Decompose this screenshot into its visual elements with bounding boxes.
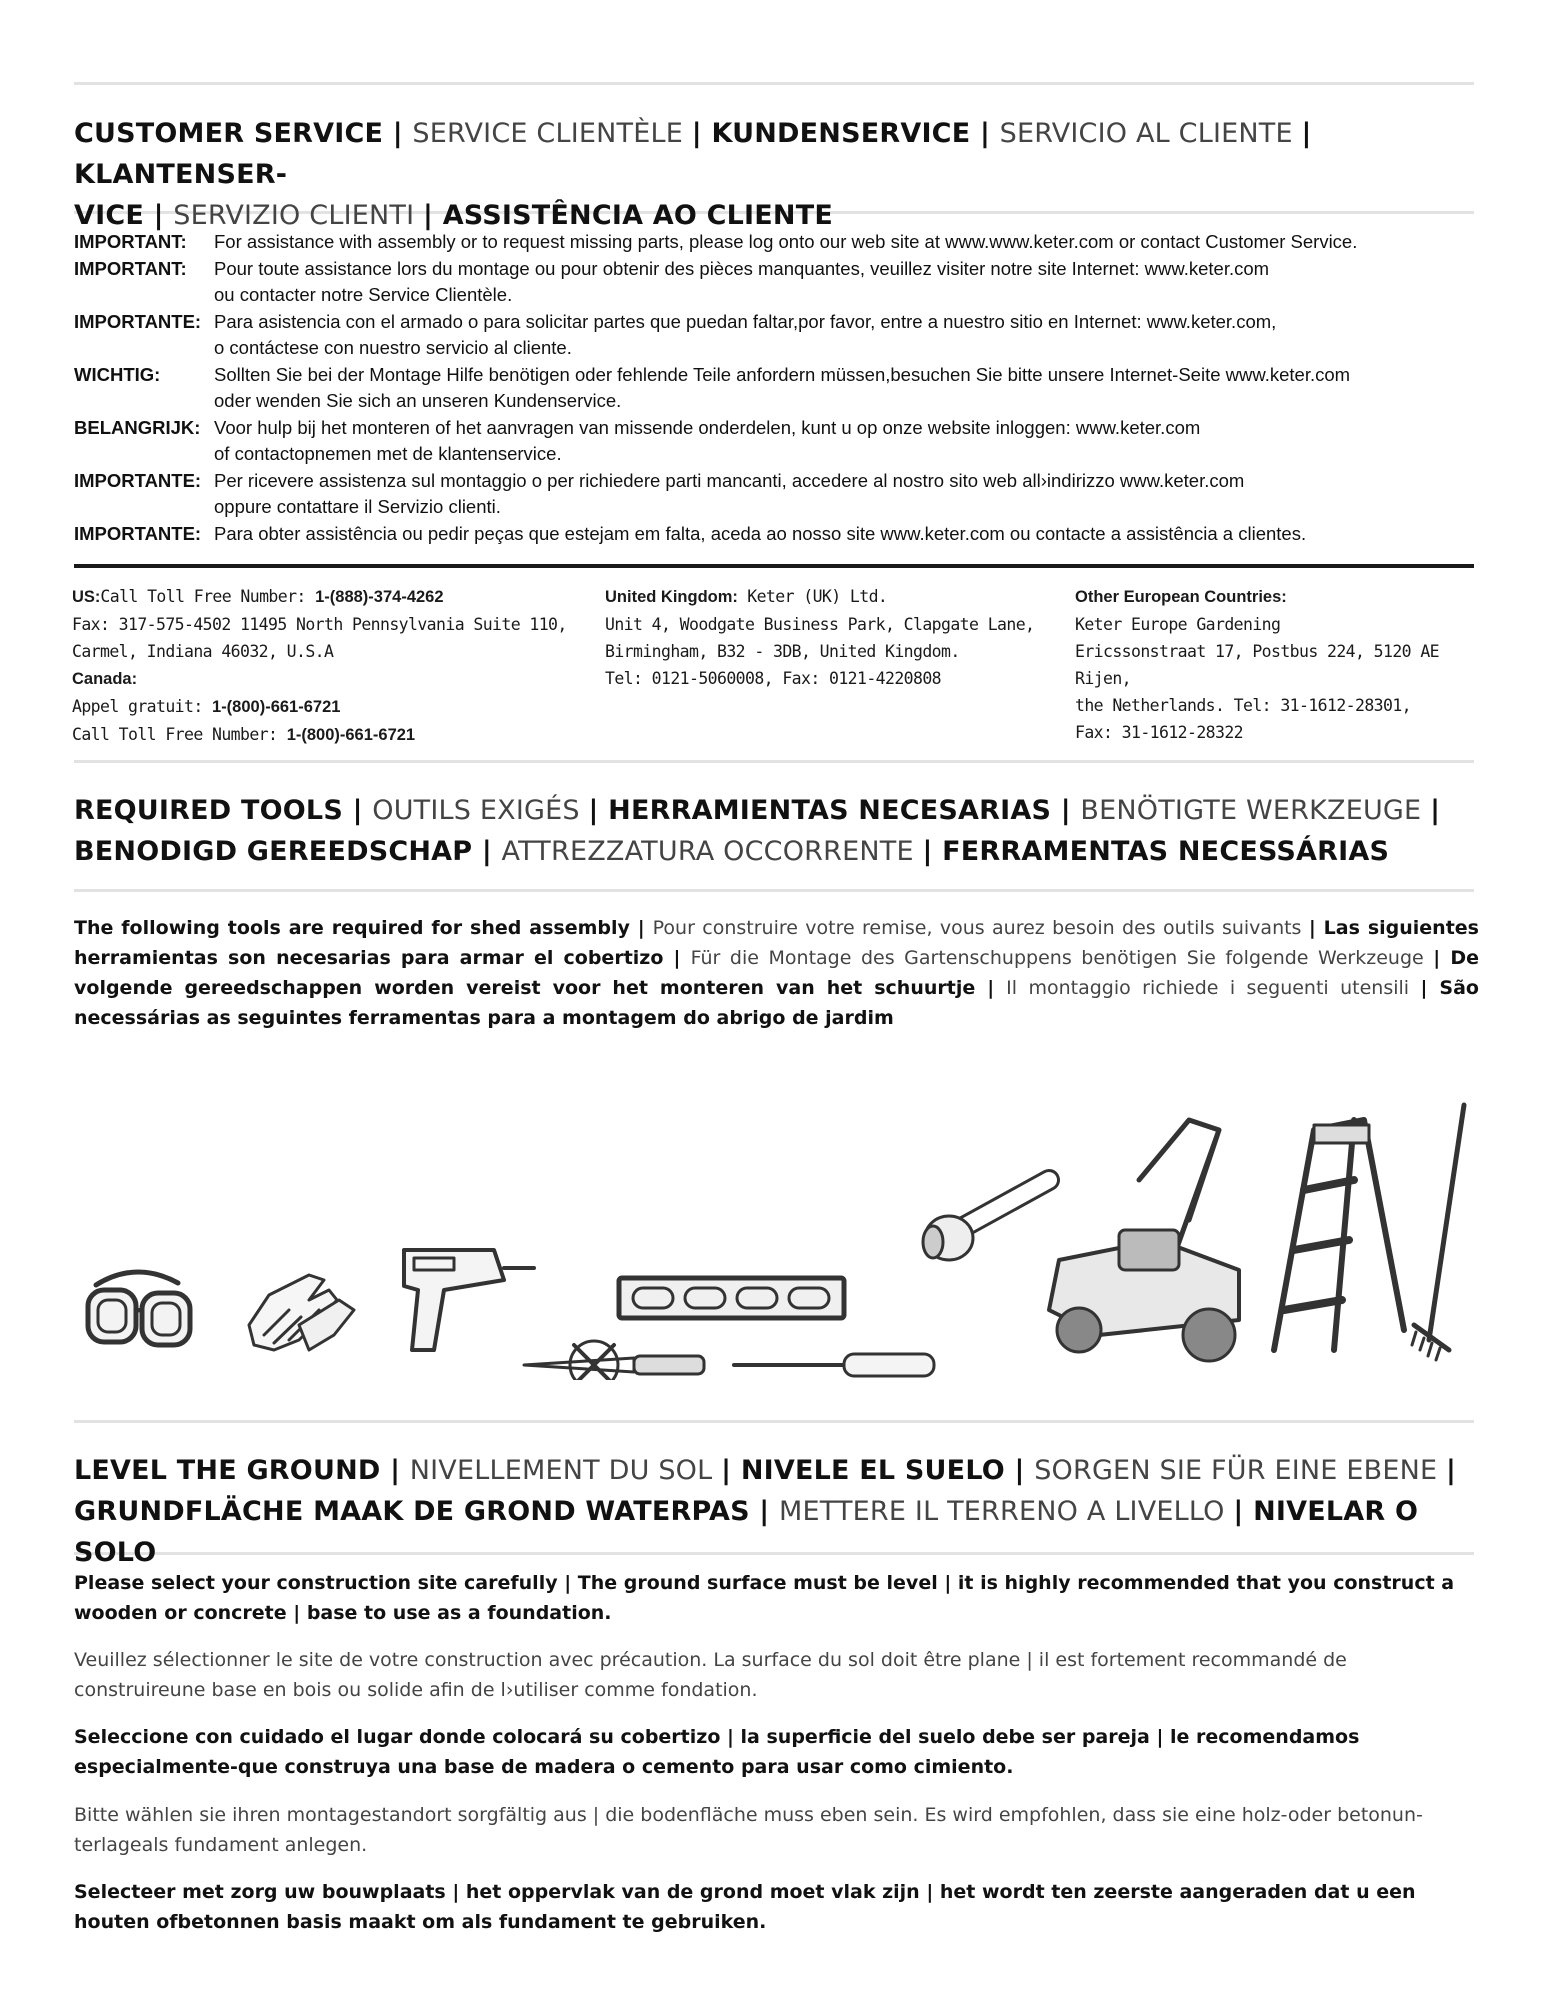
important-text: oppure contattare il Servizio clienti. <box>214 496 501 517</box>
call2-label: Call Toll Free Number: <box>72 725 287 744</box>
contacts-divider <box>74 564 1474 568</box>
important-row <box>74 388 1494 415</box>
eu-line-4: Fax: 31-1612-28322 <box>1075 723 1244 742</box>
important-row <box>74 415 1494 442</box>
level-paragraph: Seleccione con cuidado el lugar donde colocará su cobertizo | la superficie del suelo debe ser pareja | le recomendamos especialmente-que construya una base de madera o cemento para usar como cimiento. <box>74 1726 1360 1778</box>
important-notices <box>74 229 1494 547</box>
level-divider <box>74 1420 1474 1423</box>
us-city-line: Carmel, Indiana 46032, U.S.A <box>72 642 334 661</box>
tools-heading-segment: OUTILS EXIGÉS <box>372 795 589 826</box>
cs-heading-line-1 <box>74 113 1484 195</box>
important-text: oder wenden Sie sich an unseren Kundenservice. <box>214 390 622 411</box>
important-text: o contáctese con nuestro servicio al cliente. <box>214 337 572 358</box>
level-heading-segment: | <box>1446 1455 1457 1486</box>
important-text: For assistance with assembly or to request missing parts, please log onto our web site at www.www.keter.com or contact Customer Service. <box>214 231 1358 252</box>
important-label: IMPORTANT: <box>74 231 187 252</box>
important-row <box>74 494 1494 521</box>
important-text: Para obter assistência ou pedir peças que estejam em falta, aceda ao nosso site www.keter.com ou contacte a assistência a clientes. <box>214 522 1307 544</box>
contact-us <box>72 583 592 749</box>
important-row <box>74 362 1494 389</box>
uk-line-1: Unit 4, Woodgate Business Park, Clapgate Lane, <box>605 615 1035 634</box>
tools-paragraph-segment: The following tools are required for shed assembly | <box>74 917 653 939</box>
important-row <box>74 521 1494 548</box>
important-text: Para asistencia con el armado o para solicitar partes que puedan faltar,por favor, entre a nuestro sitio en Internet: www.keter.com, <box>214 310 1277 332</box>
important-label: IMPORTANT: <box>74 257 187 279</box>
tools-divider <box>74 760 1474 763</box>
important-text: Per ricevere assistenza sul montaggio o per richiedere parti mancanti, accedere al nostro sito web all›indirizzo www.keter.com <box>214 469 1245 491</box>
drill-icon <box>404 1250 534 1350</box>
tools-heading-segment: ATTREZZATURA OCCORRENTE <box>501 836 923 867</box>
level-heading-line-1 <box>74 1450 1484 1491</box>
important-label: WICHTIG: <box>74 363 161 385</box>
important-row <box>74 309 1494 336</box>
call2-number: 1-(800)-661-6721 <box>286 726 416 744</box>
tools-paragraph-segment: | Las siguientes herramientas son necesarias para armar el cobertizo | <box>74 917 1479 969</box>
eu-line-3: the Netherlands. Tel: 31-1612-28301, <box>1075 696 1412 715</box>
tools-paragraph-segment: | De volgende gereedschappen worden vereist voor het monteren van het schuurtje | <box>74 947 1479 999</box>
important-text: Sollten Sie bei der Montage Hilfe benötigen oder fehlende Teile anfordern müssen,besuchen Sie bitte unsere Internet-Seite www.keter.com <box>214 363 1351 385</box>
level-heading-segment: SORGEN SIE FÜR EINE EBENE <box>1034 1455 1447 1486</box>
required-tools-heading <box>74 790 1484 872</box>
gloves-icon <box>249 1275 354 1350</box>
tools-heading-line-1 <box>74 790 1484 831</box>
level-heading-segment: GRUNDFLÄCHE MAAK DE GROND WATERPAS | <box>74 1496 779 1527</box>
uk-line-2: Birmingham, B32 - 3DB, United Kingdom. <box>605 642 960 661</box>
tools-heading-segment: | FERRAMENTAS NECESSÁRIAS <box>922 836 1390 867</box>
tools-heading-segment: BENÖTIGTE WERKZEUGE <box>1080 795 1431 826</box>
important-text: Voor hulp bij het monteren of het aanvragen van missende onderdelen, kunt u op onze website inloggen: www.keter.com <box>214 416 1201 438</box>
level-paragraph: Selecteer met zorg uw bouwplaats | het oppervlak van de grond moet vlak zijn | het wordt ten zeerste aangeraden dat u een houten ofbetonnen basis maakt om als fundament te gebruiken. <box>74 1881 1416 1933</box>
important-label <box>74 335 214 362</box>
important-label <box>74 282 214 309</box>
step-ladder-icon <box>1274 1120 1404 1350</box>
important-label: BELANGRIJK: <box>74 416 201 438</box>
cs-heading-segment: | KUNDENSERVICE | <box>691 118 1000 149</box>
uk-label: United Kingdom: <box>605 588 738 606</box>
screwdriver-icon <box>734 1354 934 1376</box>
tools-paragraph-segment: Pour construire votre remise, vous aurez besoin des outils suivants <box>652 917 1309 939</box>
level-heading-segment: | NIVELE EL SUELO | <box>721 1455 1035 1486</box>
important-row <box>74 441 1494 468</box>
rake-icon <box>1412 1105 1464 1360</box>
eu-line-1: Keter Europe Gardening <box>1075 615 1281 634</box>
level-paragraph: Veuillez sélectionner le site de votre construction avec précaution. La surface du sol doit être plane | il est fortement recommandé de construireune base en bois ou solide afin de l›utiliser comme fondation. <box>74 1649 1347 1701</box>
important-text: ou contacter notre Service Clientèle. <box>214 284 513 305</box>
tools-heading-segment: BENODIGD GEREEDSCHAP | <box>74 836 502 867</box>
cs-heading-segment: VICE | <box>74 200 174 231</box>
mallet-icon <box>923 1180 1049 1260</box>
level-heading-segment: LEVEL THE GROUND | <box>74 1455 410 1486</box>
level-heading-segment: METTERE IL TERRENO A LIVELLO <box>778 1496 1234 1527</box>
contact-eu <box>1075 583 1485 746</box>
level-heading-line-2 <box>74 1491 1484 1573</box>
level-paragraph: Please select your construction site carefully | The ground surface must be level | it is highly recommended that you construct a wooden or concrete | base to use as a foundation. <box>74 1572 1455 1624</box>
important-label <box>74 494 214 521</box>
cs-heading-segment: SERVICE CLIENTÈLE <box>412 118 692 149</box>
tools-heading-segment: | <box>1430 795 1441 826</box>
cs-heading-segment: SERVICIO AL CLIENTE <box>999 118 1302 149</box>
tools-illustration <box>74 1100 1494 1380</box>
important-label: IMPORTANTE: <box>74 522 202 544</box>
uk-company: Keter (UK) Ltd. <box>747 587 888 606</box>
important-text: of contactopnemen met de klantenservice. <box>214 443 562 464</box>
important-text: Pour toute assistance lors du montage ou pour obtenir des pièces manquantes, veuillez visiter notre site Internet: www.keter.com <box>214 257 1270 279</box>
customer-service-heading <box>74 113 1484 236</box>
top-divider <box>74 82 1474 85</box>
tools-paragraph-segment: | São necessárias as seguintes ferramentas para a montagem do abrigo de jardim <box>74 977 1479 1029</box>
cs-heading-segment: | ASSISTÊNCIA AO CLIENTE <box>423 200 833 231</box>
us-call-label: Call Toll Free Number: <box>100 587 316 606</box>
eu-label: Other European Countries: <box>1075 588 1287 606</box>
cs-heading-segment: | KLANTENSER- <box>74 118 1312 190</box>
level-ground-heading <box>74 1450 1484 1573</box>
cs-heading-segment: SERVIZIO CLIENTI <box>173 200 424 231</box>
tools-paragraph-segment: Il montaggio richiede i seguenti utensili <box>1006 977 1421 999</box>
level-heading-segment: NIVELLEMENT DU SOL <box>409 1455 722 1486</box>
important-label <box>74 441 214 468</box>
uk-line-3: Tel: 0121-5060008, Fax: 0121-4220808 <box>605 669 942 688</box>
canada-label: Canada: <box>72 670 138 688</box>
spirit-level-icon <box>619 1278 844 1318</box>
level-heading-segment: | NIVELAR O SOLO <box>74 1496 1419 1568</box>
important-label: IMPORTANTE: <box>74 469 202 491</box>
important-label <box>74 388 214 415</box>
important-row <box>74 256 1494 283</box>
us-fax-line: Fax: 317-575-4502 11495 North Pennsylvania Suite 110, <box>72 615 567 634</box>
tools-heading-segment: REQUIRED TOOLS | <box>74 795 373 826</box>
important-row <box>74 335 1494 362</box>
knife-crossed-icon <box>524 1341 704 1380</box>
important-label: IMPORTANTE: <box>74 310 202 332</box>
important-row <box>74 229 1494 256</box>
tools-heading-line-2 <box>74 831 1484 872</box>
contact-uk <box>605 583 1065 692</box>
cs-heading-segment: CUSTOMER SERVICE | <box>74 118 413 149</box>
tools-heading-segment: | HERRAMIENTAS NECESARIAS | <box>588 795 1081 826</box>
eu-line-2: Ericssonstraat 17, Postbus 224, 5120 AE Rijen, <box>1075 642 1440 688</box>
goggles-icon <box>88 1272 190 1345</box>
tools-paragraph <box>74 913 1479 1033</box>
tools-heading-divider <box>74 889 1474 892</box>
appel-label: Appel gratuit: <box>72 697 213 716</box>
us-call-number: 1-(888)-374-4262 <box>315 588 444 606</box>
tools-paragraph-segment: Für die Montage des Gartenschuppens benötigen Sie folgende Werkzeuge <box>690 947 1434 969</box>
important-row <box>74 282 1494 309</box>
appel-number: 1-(800)-661-6721 <box>212 698 341 716</box>
lawn-mower-icon <box>1049 1120 1239 1361</box>
us-label: US: <box>72 588 101 606</box>
important-row <box>74 468 1494 495</box>
level-paragraph: Bitte wählen sie ihren montagestandort sorgfältig aus | die bodenfläche muss eben sein. Es wird empfohlen, dass sie eine holz-oder betonun-terlageals fundament anlegen. <box>74 1804 1423 1856</box>
